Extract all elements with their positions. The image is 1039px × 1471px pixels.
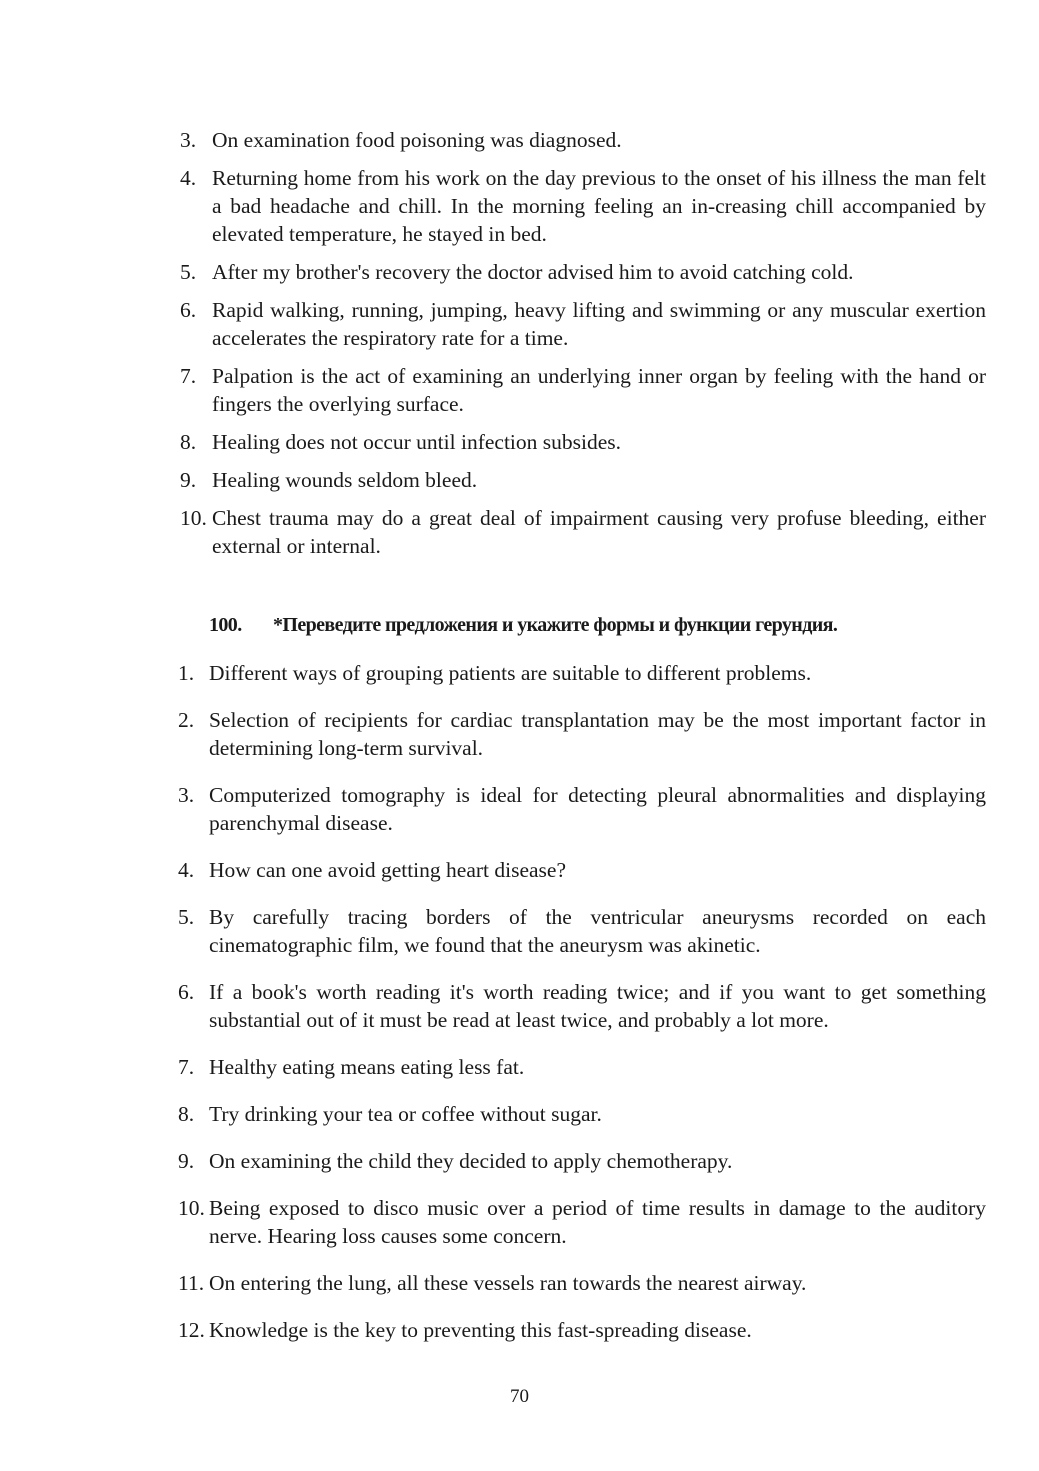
list-item <box>180 466 986 494</box>
item-text: On entering the lung, all these vessels ran towards the nearest airway. <box>209 1271 807 1295</box>
item-number: 2. <box>178 708 195 732</box>
item-text: How can one avoid getting heart disease? <box>209 858 567 882</box>
item-text: Selection of recipients for cardiac transplantation may be the most important factor in determining long-term survival. <box>209 708 986 760</box>
list-item <box>178 903 986 959</box>
item-text: By carefully tracing borders of the ventricular aneurysms recorded on each cinematographic film, we found that the aneurysm was akinetic. <box>209 905 986 957</box>
item-text: Knowledge is the key to preventing this fast-spreading disease. <box>209 1318 752 1342</box>
list-item <box>178 781 986 837</box>
list-item <box>178 706 986 762</box>
list-item <box>180 362 986 418</box>
item-text: On examination food poisoning was diagnosed. <box>212 128 622 152</box>
item-number: 1. <box>178 661 195 685</box>
item-text: Chest trauma may do a great deal of impairment causing very profuse bleeding, either external or internal. <box>212 506 986 558</box>
item-text: After my brother's recovery the doctor advised him to avoid catching cold. <box>212 260 854 284</box>
item-text: Healthy eating means eating less fat. <box>209 1055 525 1079</box>
list-item <box>180 258 986 286</box>
list-item <box>180 296 986 352</box>
list-item <box>178 1269 986 1297</box>
exercise-heading <box>209 614 837 637</box>
item-number: 9. <box>180 468 197 492</box>
list-item <box>178 1147 986 1175</box>
item-number: 6. <box>180 298 197 322</box>
item-text: On examining the child they decided to apply chemotherapy. <box>209 1149 733 1173</box>
page-number: 70 <box>510 1386 529 1407</box>
item-text: Different ways of grouping patients are suitable to different problems. <box>209 661 812 685</box>
item-number: 8. <box>178 1102 195 1126</box>
list-item <box>178 1316 986 1344</box>
item-text: Rapid walking, running, jumping, heavy lifting and swimming or any muscular exertion accelerates the respiratory rate for a time. <box>212 298 986 350</box>
item-number: 11. <box>178 1271 205 1295</box>
item-text: Computerized tomography is ideal for detecting pleural abnormalities and displaying parenchymal disease. <box>209 783 986 835</box>
item-number: 10. <box>178 1196 205 1220</box>
item-number: 4. <box>178 858 195 882</box>
item-number: 7. <box>178 1055 195 1079</box>
item-text: Try drinking your tea or coffee without sugar. <box>209 1102 602 1126</box>
item-text: Healing wounds seldom bleed. <box>212 468 478 492</box>
item-number: 8. <box>180 430 197 454</box>
exercise-instruction: *Переведите предложения и укажите формы и функции герундия. <box>273 614 838 636</box>
list-item <box>180 504 986 560</box>
item-text: If a book's worth reading it's worth reading twice; and if you want to get something substantial out of it must be read at least twice, and probably a lot more. <box>209 980 986 1032</box>
list-item <box>180 428 986 456</box>
list-item <box>178 978 986 1034</box>
item-number: 5. <box>180 260 197 284</box>
sentence-list-exercise <box>178 659 986 1363</box>
list-item <box>178 659 986 687</box>
list-item <box>178 856 986 884</box>
item-number: 6. <box>178 980 195 1004</box>
item-number: 3. <box>180 128 197 152</box>
list-item <box>178 1194 986 1250</box>
sentence-list-continued <box>180 126 986 570</box>
item-text: Returning home from his work on the day previous to the onset of his illness the man felt a bad headache and chill. In the morning feeling an in-creasing chill accompanied by elevated temperature, he stayed in bed. <box>212 166 986 246</box>
item-number: 7. <box>180 364 197 388</box>
exercise-number: 100. <box>209 614 242 636</box>
item-number: 5. <box>178 905 195 929</box>
list-item <box>178 1100 986 1128</box>
item-text: Palpation is the act of examining an underlying inner organ by feeling with the hand or fingers the overlying surface. <box>212 364 986 416</box>
item-number: 12. <box>178 1318 205 1342</box>
item-text: Being exposed to disco music over a period of time results in damage to the auditory nerve. Hearing loss causes some concern. <box>209 1196 986 1248</box>
item-number: 9. <box>178 1149 195 1173</box>
item-number: 10. <box>180 506 207 530</box>
list-item <box>180 164 986 248</box>
list-item <box>178 1053 986 1081</box>
item-text: Healing does not occur until infection subsides. <box>212 430 622 454</box>
item-number: 4. <box>180 166 197 190</box>
item-number: 3. <box>178 783 195 807</box>
list-item <box>180 126 986 154</box>
